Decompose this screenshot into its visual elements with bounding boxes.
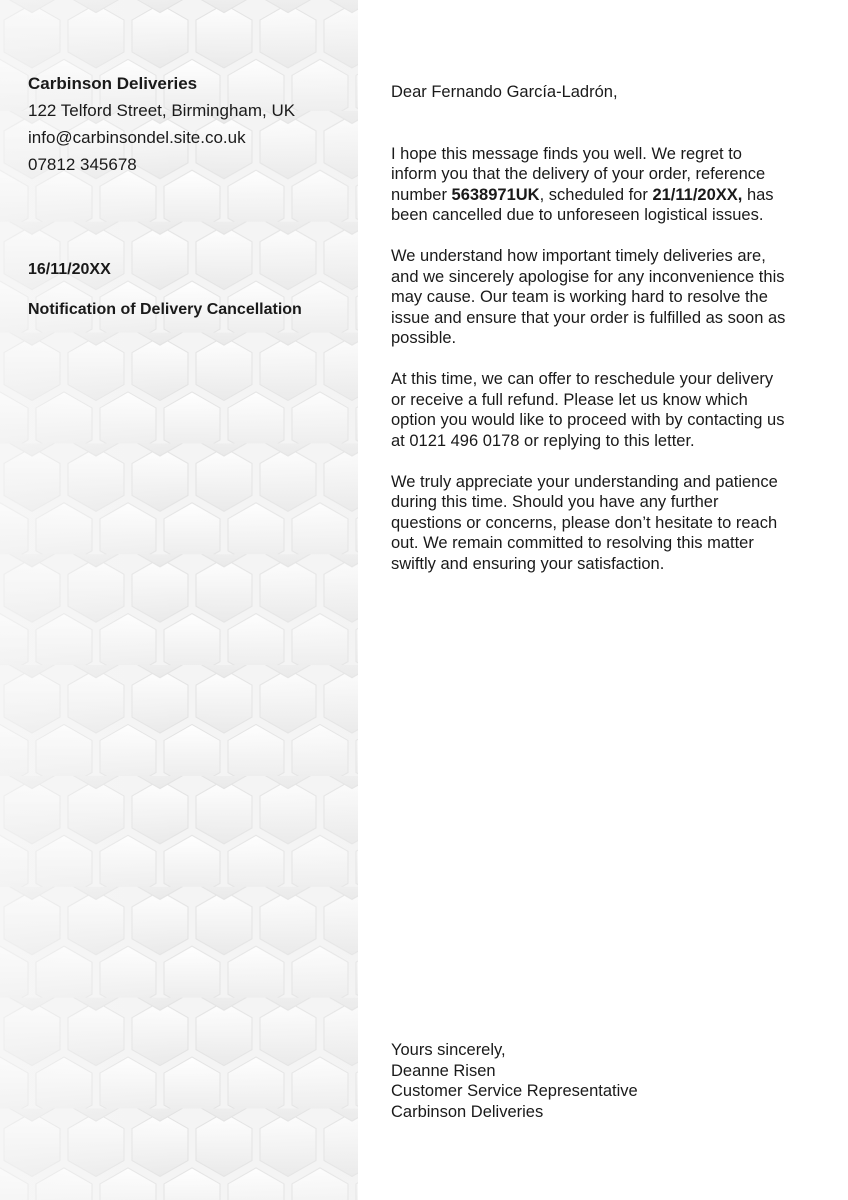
sender-phone: 07812 345678	[28, 155, 137, 174]
order-reference-number: 5638971UK	[451, 185, 540, 204]
sender-company: Carbinson Deliveries	[28, 74, 198, 93]
paragraph-1-part-3: has been cancelled due to unforeseen logistical issues.	[391, 185, 774, 224]
salutation: Dear Fernando García-Ladrón,	[391, 83, 618, 101]
signatory-company: Carbinson Deliveries	[391, 1102, 544, 1121]
sender-email: info@carbinsondel.site.co.uk	[28, 128, 246, 147]
paragraph-1	[391, 144, 787, 226]
signatory-name: Deanne Risen	[391, 1061, 496, 1080]
paragraph-2: We understand how important timely deliveries are, and we sincerely apologise for any inconvenience this may cause. Our team is working hard to resolve the issue and ensure that your order is fulfilled as soon as possible.	[391, 247, 786, 347]
paragraph-1-part-2: , scheduled for	[539, 185, 653, 204]
letter-closing	[391, 1040, 791, 1122]
paragraph-1-part-1: I hope this message finds you well. We regret to inform you that the delivery of your order, reference number	[391, 144, 766, 204]
signoff: Yours sincerely,	[391, 1041, 506, 1059]
letter-body	[391, 82, 787, 595]
sender-info	[28, 70, 348, 178]
hexagon-pattern-background	[0, 0, 358, 1200]
paragraph-4: We truly appreciate your understanding and patience during this time. Should you have any further questions or concerns, please don’t hesitate to reach out. We remain committed to resolving this matter swiftly and ensuring your satisfaction.	[391, 472, 778, 573]
scheduled-delivery-date: 21/11/20XX,	[652, 185, 743, 204]
sidebar-panel	[0, 0, 358, 1200]
paragraph-3: At this time, we can offer to reschedule your delivery or receive a full refund. Please let us know which option you would like to proceed with by contacting us at 0121 496 0178 or replying to this letter.	[391, 370, 785, 450]
sender-address: 122 Telford Street, Birmingham, UK	[28, 101, 296, 120]
signatory-title: Customer Service Representative	[391, 1082, 638, 1100]
letter-subject: Notification of Delivery Cancellation	[28, 301, 302, 318]
letter-date: 16/11/20XX	[28, 261, 111, 278]
